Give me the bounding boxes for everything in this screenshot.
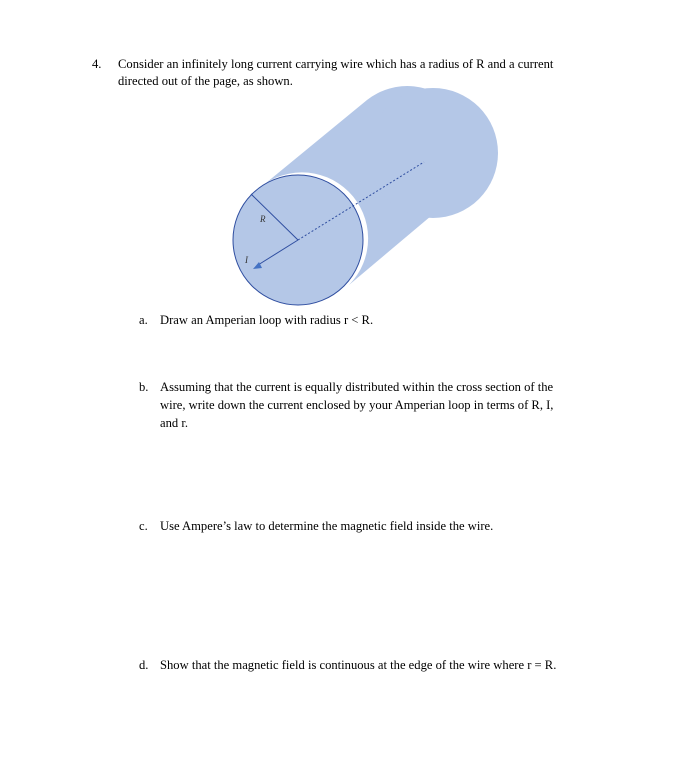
part-c-label: c.	[139, 519, 148, 533]
radius-label: R	[260, 214, 266, 224]
wire-cylinder-figure	[0, 0, 699, 330]
part-b-line-2: wire, write down the current enclosed by your Amperian loop in terms of R, I,	[160, 398, 554, 412]
part-a	[139, 311, 609, 329]
part-b-label: b.	[139, 380, 149, 394]
far-end-cap	[368, 88, 498, 218]
current-label: I	[245, 255, 248, 265]
part-d-label: d.	[139, 658, 149, 672]
part-a-line-1: Draw an Amperian loop with radius r < R.	[160, 313, 374, 327]
part-c-line-1: Use Ampere’s law to determine the magnetic field inside the wire.	[160, 519, 494, 533]
problem-number: 4.	[92, 57, 102, 71]
part-b	[139, 378, 609, 432]
problem-line-1: Consider an infinitely long current carrying wire which has a radius of R and a current	[118, 57, 554, 71]
part-b-line-1: Assuming that the current is equally distributed within the cross section of the	[160, 380, 554, 394]
part-a-label: a.	[139, 313, 148, 327]
problem-line-2: directed out of the page, as shown.	[118, 74, 293, 88]
part-b-line-3: and r.	[160, 416, 188, 430]
part-c	[139, 517, 609, 535]
part-d-line-1: Show that the magnetic field is continuous at the edge of the wire where r = R.	[160, 658, 557, 672]
part-d	[139, 656, 609, 674]
